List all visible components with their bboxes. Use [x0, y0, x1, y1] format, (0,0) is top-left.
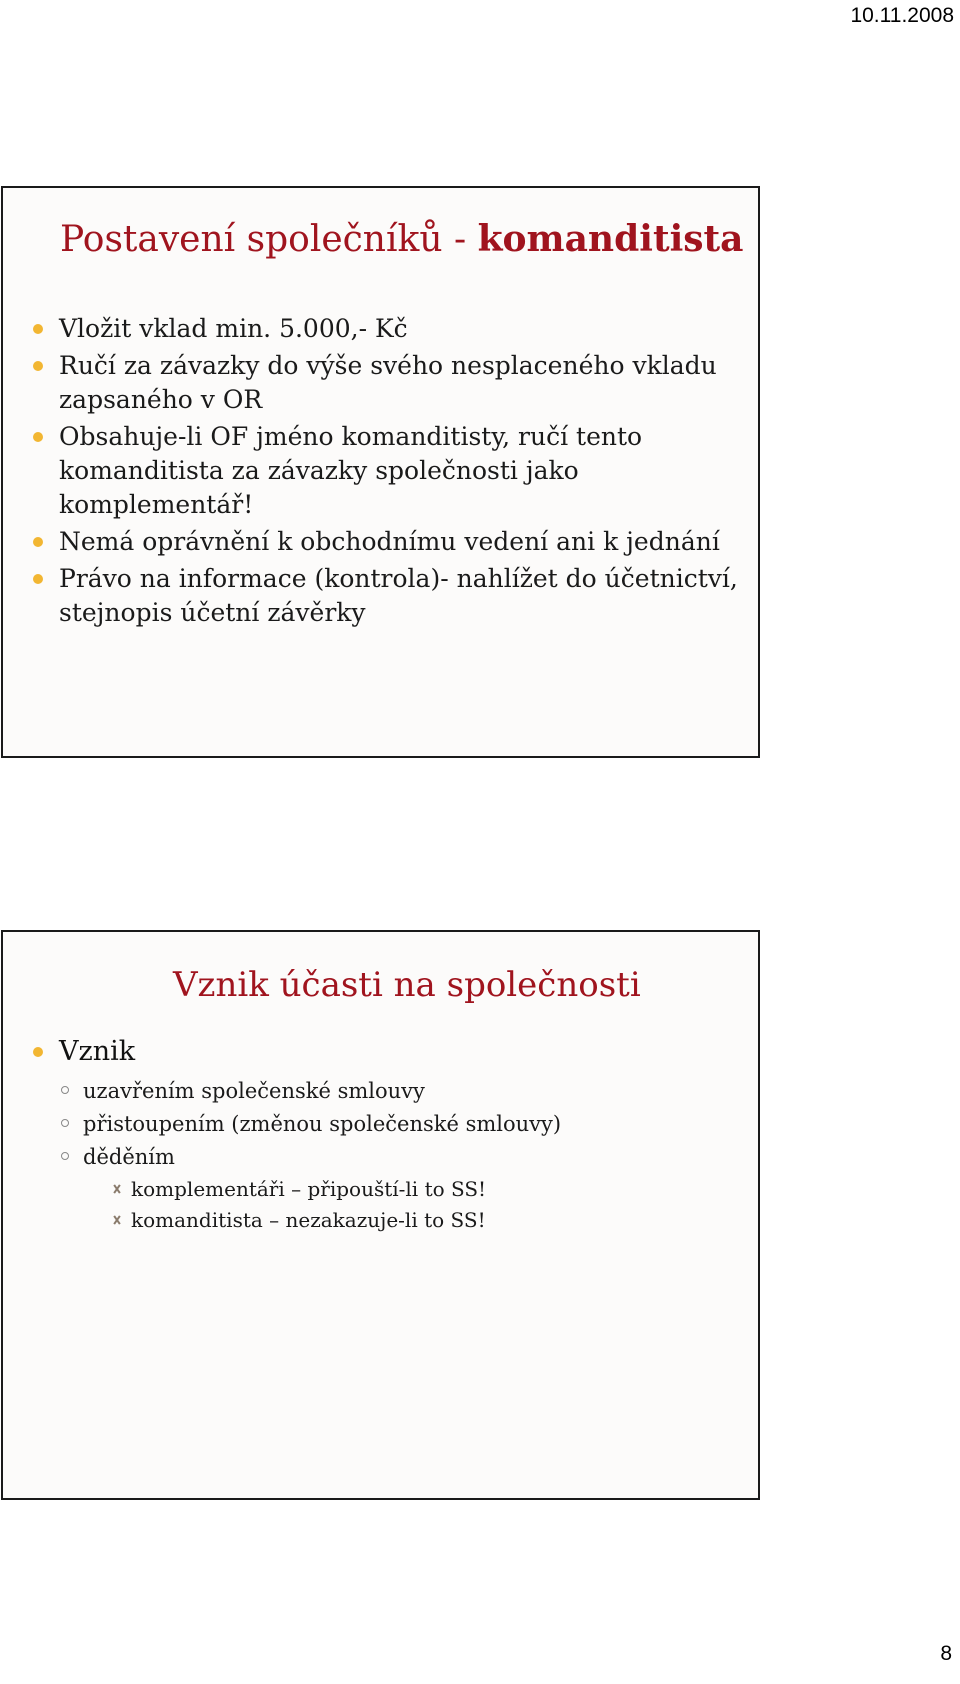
bullet-text: Právo na informace (kontrola)- nahlížet do účetnictví, stejnopis účetní závěrky	[59, 564, 738, 627]
list-item	[33, 349, 743, 417]
title-regular: Postavení společníků -	[60, 219, 478, 260]
sub-bullet-text: uzavřením společenské smlouvy	[83, 1079, 425, 1103]
sub-sub-list-item	[111, 1205, 721, 1236]
bullet-dot-icon	[33, 324, 43, 334]
slide-vznik-ucasti	[1, 930, 760, 1500]
bullet-list	[33, 1035, 135, 1069]
page-number: 8	[940, 1642, 952, 1665]
bullet-dot-icon	[33, 432, 43, 442]
list-item	[33, 525, 743, 559]
cross-bullet-icon	[113, 1184, 121, 1194]
bullet-text: Ručí za závazky do výše svého nesplaceného vkladu zapsaného v OR	[59, 351, 717, 414]
sub-list-item	[61, 1141, 721, 1236]
sub-bullet-list	[61, 1075, 721, 1236]
bullet-dot-icon	[33, 361, 43, 371]
sub-sub-bullet-text: komplementáři – připouští-li to SS!	[131, 1177, 487, 1201]
bullet-text: Vznik	[59, 1036, 136, 1067]
bullet-dot-icon	[33, 574, 43, 584]
bullet-text: Nemá oprávnění k obchodnímu vedení ani k jednání	[59, 527, 720, 556]
sub-list-item	[61, 1108, 721, 1141]
header-date: 10.11.2008	[850, 4, 954, 27]
slide-title	[60, 218, 743, 260]
title-bold: komanditista	[477, 218, 744, 260]
list-item	[33, 312, 743, 346]
bullet-text: Vložit vklad min. 5.000,- Kč	[59, 314, 408, 343]
bullet-text: Obsahuje-li OF jméno komanditisty, ručí tento komanditista za závazky společnosti jako komplementář!	[59, 422, 643, 519]
slide-title: Vznik účasti na společnosti	[173, 965, 641, 1005]
sub-bullet-text: děděním	[83, 1145, 175, 1169]
sub-sub-bullet-list	[83, 1174, 721, 1236]
sub-list-item	[61, 1075, 721, 1108]
ring-bullet-icon	[61, 1086, 69, 1094]
bullet-dot-icon	[33, 1047, 43, 1057]
bullet-dot-icon	[33, 537, 43, 547]
slide-komanditista	[1, 186, 760, 758]
cross-bullet-icon	[113, 1215, 121, 1225]
list-item	[33, 562, 743, 630]
ring-bullet-icon	[61, 1152, 69, 1160]
list-item	[33, 1035, 135, 1069]
sub-sub-bullet-text: komanditista – nezakazuje-li to SS!	[131, 1208, 486, 1232]
ring-bullet-icon	[61, 1119, 69, 1127]
list-item	[33, 420, 743, 522]
sub-sub-list-item	[111, 1174, 721, 1205]
bullet-list	[33, 312, 743, 633]
sub-bullet-text: přistoupením (změnou společenské smlouvy)	[83, 1112, 562, 1136]
